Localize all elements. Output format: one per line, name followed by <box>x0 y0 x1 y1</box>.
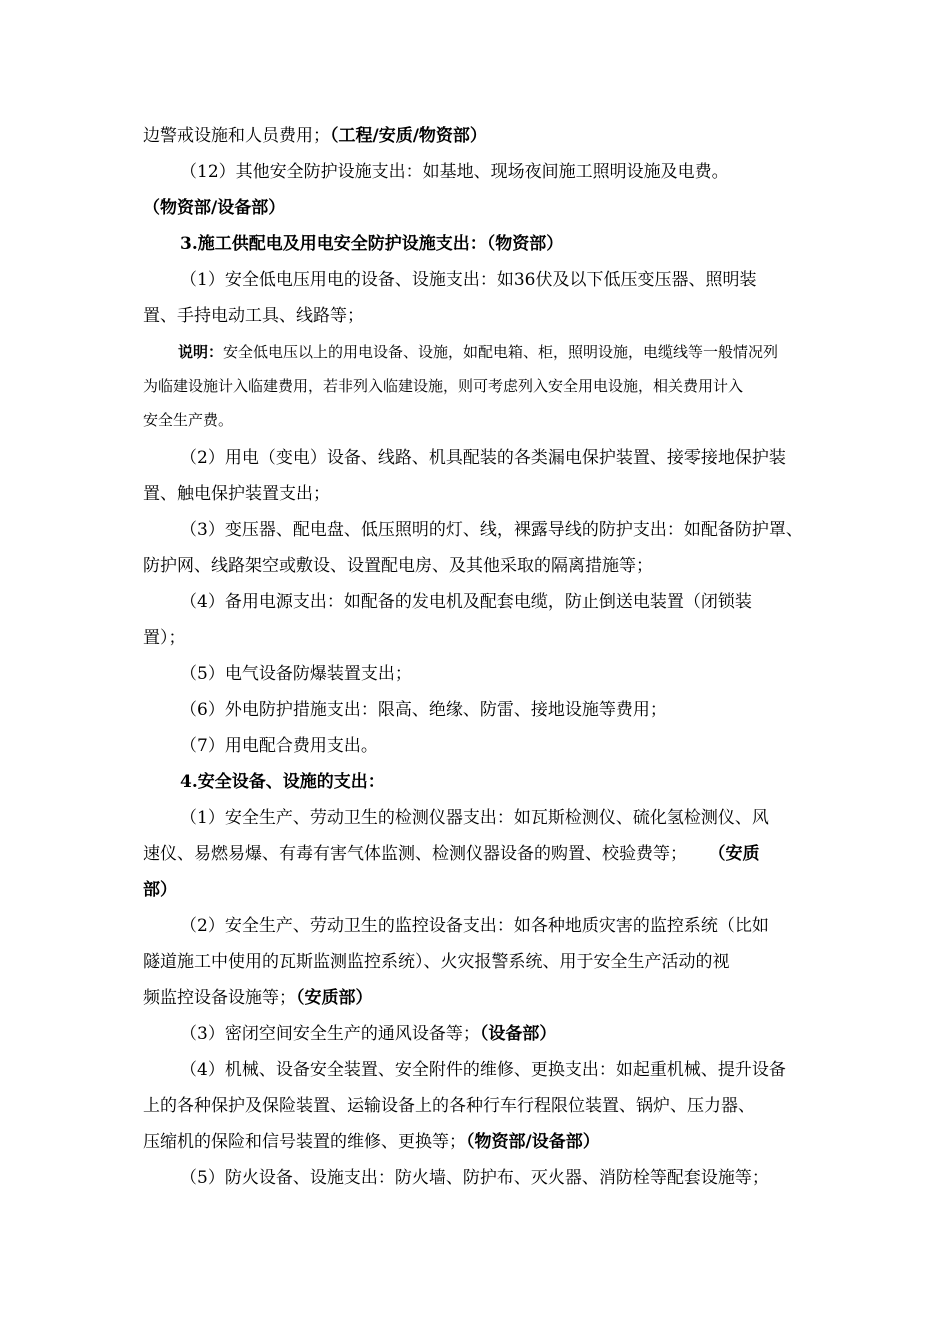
paragraph-line-3 <box>143 196 285 220</box>
section-heading-4 <box>180 770 385 794</box>
heading-text: 3.施工供配电及用电安全防护设施支出：（物资部） <box>180 234 564 254</box>
paragraph-line-16 <box>180 662 412 686</box>
paragraph-line-26 <box>180 1022 556 1046</box>
paragraph-line-12 <box>180 518 803 542</box>
line-text: （1）安全低电压用电的设备、设施支出：如36伏及以下低压变压器、照明装 <box>180 270 757 290</box>
paragraph-line-29 <box>143 1130 600 1154</box>
line-text: 置）； <box>143 628 186 648</box>
section-heading-3 <box>180 232 563 256</box>
paragraph-line-1 <box>143 124 487 148</box>
line-text: （5）防火设备、设施支出：防火墙、防护布、灭火器、消防栓等配套设施等； <box>180 1168 769 1188</box>
paragraph-line-14 <box>180 590 752 614</box>
paragraph-line-15 <box>143 626 186 650</box>
paragraph-line-20 <box>180 806 769 830</box>
line-text: （4）机械、设备安全装置、安全附件的维修、更换支出：如起重机械、提升设备 <box>180 1060 786 1080</box>
line-text: 置、触电保护装置支出； <box>143 484 330 504</box>
note-line-3 <box>143 409 233 431</box>
line-text: 压缩机的保险和信号装置的维修、更换等； <box>143 1132 466 1152</box>
line-text: 边警戒设施和人员费用； <box>143 126 330 146</box>
note-line-2 <box>143 375 743 397</box>
dept-label: （物资部/设备部） <box>143 198 286 218</box>
line-text: （2）安全生产、劳动卫生的监控设备支出：如各种地质灾害的监控系统（比如 <box>180 916 769 936</box>
paragraph-line-6 <box>143 304 364 328</box>
note-text: 安全低电压以上的用电设备、设施，如配电箱、柜，照明设施，电缆线等一般情况列 <box>223 343 779 361</box>
dept-label: （工程/安质/物资部） <box>330 126 487 146</box>
paragraph-line-17 <box>180 698 667 722</box>
paragraph-line-27 <box>180 1058 786 1082</box>
line-text: （1）安全生产、劳动卫生的检测仪器支出：如瓦斯检测仪、硫化氢检测仪、风 <box>180 808 769 828</box>
line-text: （2）用电（变电）设备、线路、机具配装的各类漏电保护装置、接零接地保护装 <box>180 448 786 468</box>
line-text: 置、手持电动工具、线路等； <box>143 306 364 326</box>
paragraph-line-25 <box>143 986 373 1010</box>
paragraph-line-11 <box>143 482 330 506</box>
line-text: （3）变压器、配电盘、低压照明的灯、线，裸露导线的防护支出：如配备防护罩、 <box>180 520 803 540</box>
line-text: 隧道施工中使用的瓦斯监测监控系统）、火灾报警系统、用于安全生产活动的视 <box>143 952 730 972</box>
paragraph-line-30 <box>180 1166 769 1190</box>
line-text: （12）其他安全防护设施支出：如基地、现场夜间施工照明设施及电费。 <box>180 162 729 182</box>
note-text: 为临建设施计入临建费用，若非列入临建设施，则可考虑列入安全用电设施，相关费用计入 <box>143 377 744 395</box>
note-line-1 <box>178 341 778 363</box>
dept-label: （物资部/设备部） <box>466 1132 600 1152</box>
line-text: 频监控设备设施等； <box>143 988 296 1008</box>
line-text: （5）电气设备防爆装置支出； <box>180 664 412 684</box>
paragraph-line-21 <box>143 842 760 866</box>
paragraph-line-5 <box>180 268 756 292</box>
paragraph-line-10 <box>180 446 786 470</box>
paragraph-line-24 <box>143 950 730 974</box>
note-label: 说明： <box>178 343 224 361</box>
paragraph-line-18 <box>180 734 378 758</box>
line-text: （6）外电防护措施支出：限高、绝缘、防雷、接地设施等费用； <box>180 700 667 720</box>
note-text: 安全生产费。 <box>143 411 234 429</box>
line-text: （3）密闭空间安全生产的通风设备等； <box>180 1024 480 1044</box>
line-text: 防护网、线路架空或敷设、设置配电房、及其他采取的隔离措施等； <box>143 556 653 576</box>
dept-label: （设备部） <box>479 1024 557 1044</box>
dept-label: （安质部） <box>296 988 373 1008</box>
heading-text: 4.安全设备、设施的支出： <box>180 772 385 792</box>
paragraph-line-22 <box>143 878 177 902</box>
paragraph-line-2 <box>180 160 729 184</box>
line-text: （7）用电配合费用支出。 <box>180 736 378 756</box>
paragraph-line-23 <box>180 914 769 938</box>
paragraph-line-28 <box>143 1094 755 1118</box>
paragraph-line-13 <box>143 554 653 578</box>
line-text: 速仪、易燃易爆、有毒有害气体监测、检测仪器设备的购置、校验费等； <box>143 844 687 864</box>
line-text: 上的各种保护及保险装置、运输设备上的各种行车行程限位装置、锅炉、压力器、 <box>143 1096 755 1116</box>
dept-label: 部） <box>143 880 177 900</box>
line-text: （4）备用电源支出：如配备的发电机及配套电缆，防止倒送电装置（闭锁装 <box>180 592 752 612</box>
dept-label: （安质 <box>717 844 760 864</box>
